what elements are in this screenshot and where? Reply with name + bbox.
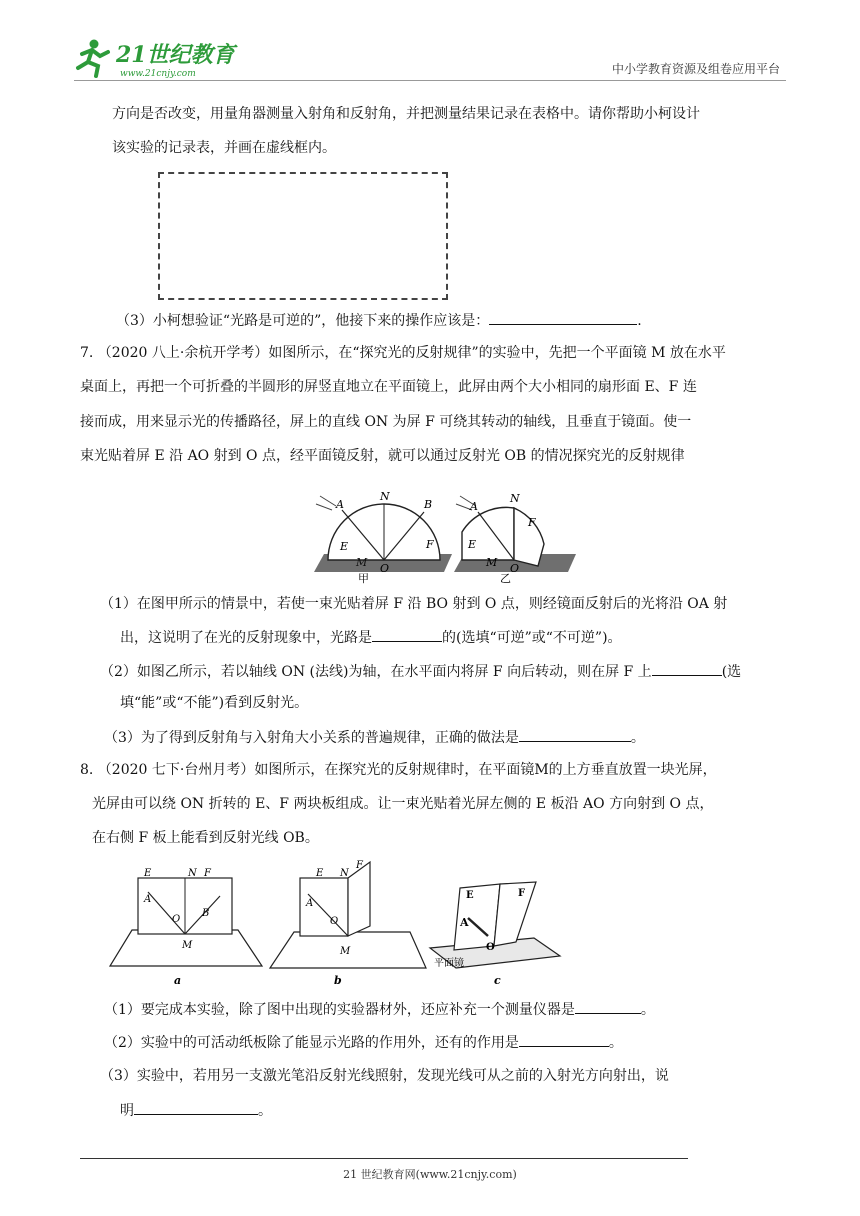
figure-jia <box>314 490 452 584</box>
logo-main-text: 21世纪教育 <box>116 42 235 68</box>
q7-s1-line-1: （1）在图甲所示的情景中，若使一束光贴着屏 F 沿 BO 射到 O 点，则经镜面反射后的光将沿 OA 射 <box>100 596 728 612</box>
screen-E <box>462 507 514 560</box>
q7-line-3: 接而成，用来显示光的传播路径，屏上的直线 ON 为屏 F 可绕其转动的轴线，且垂直于镜面。使一 <box>80 414 692 430</box>
q7-s2-pre: （2）如图乙所示，若以轴线 ON (法线)为轴，在水平面内将屏 F 向后转动，则在屏 F 上 <box>100 664 652 680</box>
q8-s1 <box>104 998 655 1020</box>
dashed-answer-box <box>158 172 448 300</box>
label-O: O <box>380 562 390 575</box>
q8-s2 <box>104 1031 623 1053</box>
q7-s1-line-2 <box>120 626 622 648</box>
label-O: O <box>172 914 181 925</box>
label-N: N <box>340 868 349 879</box>
cont-q3-text: （3）小柯想验证“光路是可逆的”，他接下来的操作应该是： <box>116 313 490 329</box>
label-M: M <box>486 556 498 569</box>
cont-line-2: 该实验的记录表，并画在虚线框内。 <box>112 140 336 156</box>
q8-s3-post: 。 <box>258 1103 272 1119</box>
header-platform-text: 中小学教育资源及组卷应用平台 <box>611 62 780 76</box>
q7-s1-pre: 出，这说明了在光的反射现象中，光路是 <box>120 630 372 646</box>
label-F: F <box>426 538 434 551</box>
q7-line-2: 桌面上，再把一个可折叠的半圆形的屏竖直地立在平面镜上，此屏由两个大小相同的扇形面 E、F 连 <box>80 379 697 395</box>
label-M: M <box>340 946 351 957</box>
figure-a <box>110 868 262 987</box>
label-E: E <box>144 868 152 879</box>
q7-s1-post: 的(选填“可逆”或“不可逆”)。 <box>442 630 622 646</box>
q8-line-1: 8. （2020 七下·台州月考）如图所示，在探究光的反射规律时，在平面镜M的上方垂直放置一块光屏， <box>80 762 717 778</box>
footer-text: 21 世纪教育网(www.21cnjy.com) <box>343 1168 517 1181</box>
q8-figure <box>104 856 584 988</box>
label-N: N <box>380 490 390 503</box>
answer-blank <box>519 726 631 742</box>
caption-c: c <box>494 974 501 987</box>
q7-figure <box>306 480 582 584</box>
label-N: N <box>188 868 197 879</box>
label-A: A <box>336 498 344 511</box>
q8-s2-post: 。 <box>608 1035 623 1051</box>
label-O: O <box>510 562 520 575</box>
runner-icon <box>78 40 108 77</box>
q8-s3-line-2 <box>120 1099 272 1121</box>
q8-s1-pre: （1）要完成本实验，除了图中出现的实验器材外，还应补充一个测量仪器是 <box>104 1002 575 1018</box>
label-E: E <box>316 868 324 879</box>
label-A: A <box>144 894 152 905</box>
label-M: M <box>356 556 368 569</box>
caption-jia: 甲 <box>358 572 369 584</box>
q8-line-3: 在右侧 F 板上能看到反射光线 OB。 <box>92 830 319 846</box>
label-A: A <box>306 898 314 909</box>
q7-s2-line-1 <box>100 660 741 682</box>
screen-F-folded <box>348 862 370 936</box>
q7-line-1: 7. （2020 八上·余杭开学考）如图所示，在“探究光的反射规律”的实验中，先把一个平面镜 M 放在水平 <box>80 345 726 361</box>
label-F: F <box>528 516 536 529</box>
caption-b: b <box>334 974 342 987</box>
figure-yi <box>454 492 576 584</box>
logo-sub-text: www.21cnjy.com <box>120 69 196 79</box>
label-B: B <box>202 908 210 919</box>
q8-s2-pre: （2）实验中的可活动纸板除了能显示光路的作用外，还有的作用是 <box>104 1035 519 1051</box>
caption-a: a <box>174 974 182 987</box>
caption-yi: 乙 <box>500 572 511 584</box>
label-M: M <box>182 940 193 951</box>
cont-q3-end: . <box>637 313 642 329</box>
q7-line-4: 束光贴着屏 E 沿 AO 射到 O 点，经平面镜反射，就可以通过反射光 OB 的情况探究光的反射规律 <box>80 448 685 464</box>
q8-line-2: 光屏由可以绕 ON 折转的 E、F 两块板组成。让一束光贴着光屏左侧的 E 板沿 AO 方向射到 O 点， <box>92 796 714 812</box>
q7-s3-post: 。 <box>630 730 645 746</box>
q7-s2-line-2: 填“能”或“不能”)看到反射光。 <box>120 695 309 711</box>
answer-blank <box>575 998 641 1014</box>
q8-s3-pre: 明 <box>120 1103 134 1119</box>
cont-q3 <box>116 309 642 331</box>
laser-pen-icon <box>316 496 336 510</box>
label-A: A <box>460 916 469 929</box>
q7-s3 <box>104 726 645 748</box>
label-O: O <box>486 942 495 953</box>
q7-s2-post: (选 <box>721 664 742 680</box>
q8-s1-post: 。 <box>640 1002 655 1018</box>
figure-c <box>430 882 560 987</box>
answer-blank <box>519 1031 609 1047</box>
label-E: E <box>468 538 477 551</box>
label-A: A <box>470 500 478 513</box>
answer-blank <box>652 660 722 676</box>
label-F: F <box>204 868 211 879</box>
site-logo <box>74 36 244 80</box>
q8-s3-line-1: （3）实验中，若用另一支激光笔沿反射光线照射，发现光线可从之前的入射光方向射出，说 <box>100 1068 669 1084</box>
label-F: F <box>518 888 526 899</box>
screen-F <box>494 882 536 946</box>
footer-divider <box>80 1158 688 1159</box>
answer-blank <box>489 309 637 325</box>
label-E: E <box>466 890 474 901</box>
figure-b <box>270 860 426 987</box>
label-mirror: 平面镜 <box>434 958 464 969</box>
label-B: B <box>424 498 433 511</box>
header-divider <box>74 80 786 81</box>
q7-s3-pre: （3）为了得到反射角与入射角大小关系的普遍规律，正确的做法是 <box>104 730 519 746</box>
cont-line-1: 方向是否改变，用量角器测量入射角和反射角，并把测量结果记录在表格中。请你帮助小柯设计 <box>112 106 700 122</box>
answer-blank <box>134 1099 258 1115</box>
label-N: N <box>510 492 520 505</box>
label-O: O <box>330 916 339 927</box>
label-F: F <box>356 860 363 871</box>
answer-blank <box>372 626 442 642</box>
label-E: E <box>340 540 349 553</box>
